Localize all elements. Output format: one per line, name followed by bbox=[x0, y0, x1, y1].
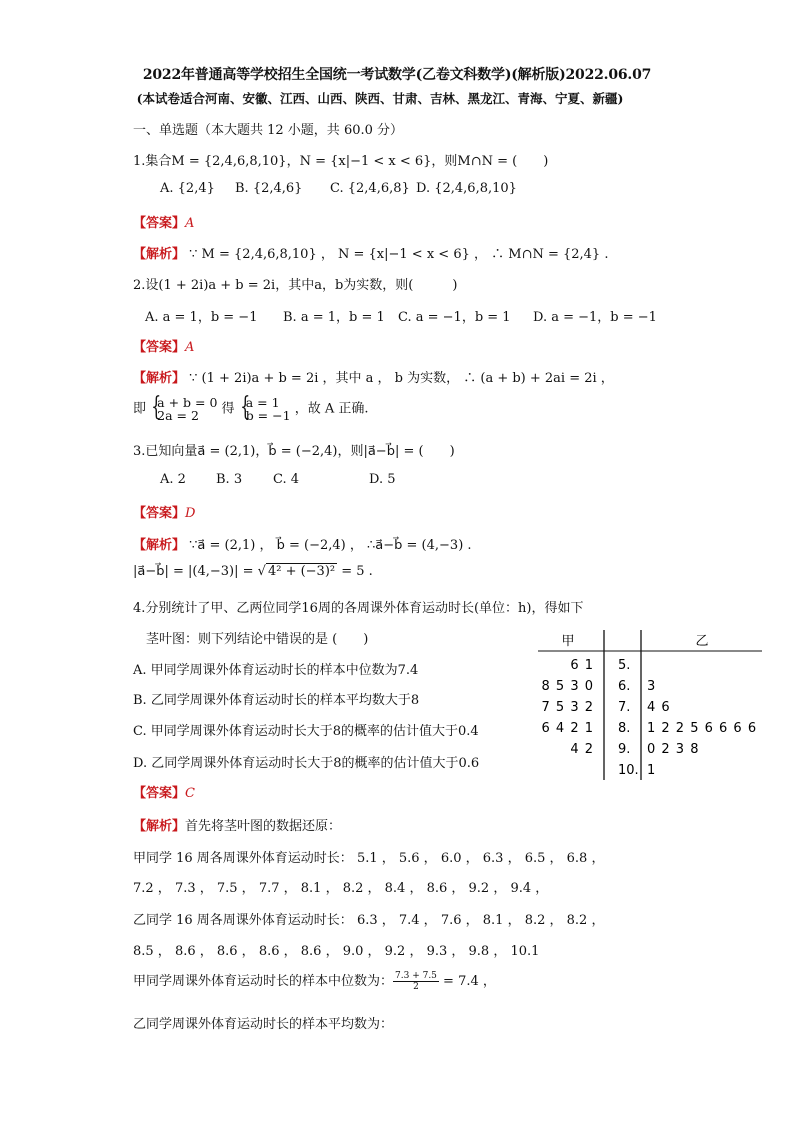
q1-option-b: B. {2,4,6} bbox=[235, 181, 303, 196]
q4-yi-line1: 乙同学 16 周各周课外体育运动时长： 6.3 ， 7.4 ， 7.6 ， 8.1 ， 8.2 ， 8.2 ， bbox=[133, 913, 605, 928]
stem-leaf-left-leaves: 7 5 3 2 bbox=[541, 700, 594, 715]
q2-option-b: B. a = 1，b = 1 bbox=[283, 310, 385, 325]
stem-leaf-stem: 6. bbox=[618, 679, 631, 694]
q3-option-d: D. 5 bbox=[369, 472, 396, 487]
section-heading: 一、单选题（本大题共 12 小题，共 60.0 分） bbox=[133, 123, 404, 138]
q4-jia-line1: 甲同学 16 周各周课外体育运动时长： 5.1 ， 5.6 ， 6.0 ， 6.3 ， 6.5 ， 6.8 ， bbox=[133, 851, 605, 866]
stem-leaf-stem: 7. bbox=[618, 700, 631, 715]
q4-median-prefix: 甲同学周课外体育运动时长的样本中位数为： bbox=[133, 974, 394, 989]
q1-option-a: A. {2,4} bbox=[160, 181, 215, 196]
q3-analysis bbox=[133, 534, 472, 553]
analysis-label: 【解析】 bbox=[133, 538, 186, 553]
q3-stem: 3.已知向量a⃗ = (2,1)，b⃗ = (−2,4)，则|a⃗−b⃗| = ( ) bbox=[133, 444, 455, 459]
q4-option-d: D. 乙同学周课外体育运动时长大于8的概率的估计值大于0.6 bbox=[133, 756, 480, 771]
stem-leaf-header-right: 乙 bbox=[695, 634, 709, 649]
q3-options bbox=[160, 472, 396, 487]
stem-leaf-stem: 5. bbox=[618, 658, 631, 673]
q4-median-suffix: = 7.4 ， bbox=[438, 974, 496, 989]
answer-label: 【答案】 bbox=[133, 506, 186, 521]
q4-median-fraction bbox=[393, 971, 439, 992]
stem-leaf-right-leaves: 4 6 bbox=[647, 700, 671, 715]
q3-analysis-text: ∵a⃗ = (2,1) ， b⃗ = (−2,4) ， ∴a⃗−b⃗ = (4,−3) . bbox=[189, 538, 472, 553]
q1-option-c: C. {2,4,6,8} bbox=[330, 181, 410, 196]
page-subtitle: (本试卷适合河南、安徽、江西、山西、陕西、甘肃、吉林、黑龙江、青海、宁夏、新疆) bbox=[136, 91, 624, 106]
q1-analysis-text: ∵ M = {2,4,6,8,10} ， N = {x|−1 < x < 6} ， ∴ M∩N = {2,4} . bbox=[189, 247, 609, 262]
q2-sys2-row2: b = −1 bbox=[245, 408, 291, 423]
answer-label: 【答案】 bbox=[133, 216, 186, 231]
q3-answer bbox=[133, 502, 195, 521]
stem-leaf-stem: 9. bbox=[618, 742, 631, 757]
q4-yi-line2: 8.5 ， 8.6 ， 8.6 ， 8.6 ， 8.6 ， 9.0 ， 9.2 ， 9.3 ， 9.8 ， 10.1 bbox=[133, 944, 540, 959]
q4-option-a: A. 甲同学周课外体育运动时长的样本中位数为7.4 bbox=[133, 663, 419, 678]
q2-option-d: D. a = −1，b = −1 bbox=[533, 310, 657, 325]
q3-answer-value: D bbox=[185, 506, 196, 521]
stem-leaf-left-leaves: 4 2 bbox=[570, 742, 594, 757]
q4-stem-line2: 茎叶图：则下列结论中错误的是 ( ) bbox=[146, 632, 369, 647]
stem-leaf-right-leaves: 0 2 3 8 bbox=[647, 742, 700, 757]
q3-option-c: C. 4 bbox=[273, 472, 300, 487]
stem-leaf-plot bbox=[534, 628, 766, 784]
q1-answer-value: A bbox=[185, 216, 195, 231]
q2-options bbox=[145, 306, 657, 325]
q1-analysis bbox=[133, 243, 608, 262]
q2-sys1-row1: { a + b = 0 bbox=[157, 395, 218, 410]
q4-mean-line: 乙同学周课外体育运动时长的样本平均数为： bbox=[133, 1017, 394, 1032]
stem-leaf-left-leaves: 8 5 3 0 bbox=[541, 679, 594, 694]
q4-analysis bbox=[133, 815, 341, 834]
stem-leaf-stem: 8. bbox=[618, 721, 631, 736]
stem-leaf-left-leaves: 6 4 2 1 bbox=[541, 721, 594, 736]
q1-options bbox=[160, 181, 517, 196]
answer-label: 【答案】 bbox=[133, 786, 186, 801]
q2-system-2 bbox=[239, 396, 291, 422]
stem-leaf-right-leaves: 3 bbox=[647, 679, 657, 694]
q3-calc: |a⃗−b⃗| = |(4,−3)| = √ 4² + (−3)² = 5 . bbox=[133, 564, 373, 579]
q4-analysis-intro: 首先将茎叶图的数据还原： bbox=[185, 819, 342, 834]
q4-median-numerator: 7.3 + 7.5 bbox=[395, 971, 437, 981]
stem-leaf-right-leaves: 1 2 2 5 6 6 6 6 bbox=[647, 721, 758, 736]
q3-calc-prefix: |a⃗−b⃗| = |(4,−3)| = bbox=[133, 564, 258, 579]
q2-solution bbox=[133, 396, 369, 422]
analysis-label: 【解析】 bbox=[133, 247, 186, 262]
q3-calc-suffix: = 5 . bbox=[337, 564, 373, 579]
q4-answer-value: C bbox=[185, 786, 195, 801]
q1-stem: 1.集合M = {2,4,6,8,10}，N = {x|−1 < x < 6}，则M∩N = ( ) bbox=[133, 154, 549, 169]
q2-stem: 2.设(1 + 2i)a + b = 2i，其中a，b为实数，则( ) bbox=[133, 278, 458, 293]
q2-option-c: C. a = −1，b = 1 bbox=[398, 310, 511, 325]
q4-jia-line2: 7.2 ， 7.3 ， 7.5 ， 7.7 ， 8.1 ， 8.2 ， 8.4 ， 8.6 ， 9.2 ， 9.4 ， bbox=[133, 881, 549, 896]
q2-step-prefix: 即 bbox=[133, 401, 147, 417]
stem-leaf-left-leaves: 6 1 bbox=[570, 658, 594, 673]
page-title: 2022年普通高等学校招生全国统一考试数学(乙卷文科数学)(解析版)2022.06.07 bbox=[142, 67, 652, 83]
q4-median-denominator: 2 bbox=[413, 982, 419, 992]
q4-stem-line1: 4.分别统计了甲、乙两位同学16周的各周课外体育运动时长(单位：h)，得如下 bbox=[133, 601, 584, 616]
q2-answer bbox=[133, 336, 194, 355]
q3-calc-root: 4² + (−3)² bbox=[267, 564, 336, 579]
q2-system-1 bbox=[150, 396, 217, 422]
answer-label: 【答案】 bbox=[133, 340, 186, 355]
q4-option-c: C. 甲同学周课外体育运动时长大于8的概率的估计值大于0.4 bbox=[133, 724, 479, 739]
q2-sys2-row1: { a = 1 bbox=[245, 395, 280, 410]
stem-leaf-stem: 10. bbox=[618, 763, 639, 778]
analysis-label: 【解析】 bbox=[133, 371, 186, 386]
q2-step-mid: 得 bbox=[221, 401, 235, 417]
q3-option-b: B. 3 bbox=[216, 472, 243, 487]
q2-step-suffix: ，故 A 正确. bbox=[294, 401, 369, 417]
q3-option-a: A. 2 bbox=[160, 472, 186, 487]
q4-option-b: B. 乙同学周课外体育运动时长的样本平均数大于8 bbox=[133, 693, 420, 708]
analysis-label: 【解析】 bbox=[133, 819, 186, 834]
stem-leaf-right-leaves: 1 bbox=[647, 763, 657, 778]
q2-sys1-row2: 2a = 2 bbox=[157, 408, 199, 423]
q2-analysis bbox=[133, 367, 614, 386]
q1-option-d: D. {2,4,6,8,10} bbox=[416, 181, 517, 196]
stem-leaf-header-left: 甲 bbox=[561, 634, 575, 649]
q2-answer-value: A bbox=[185, 340, 195, 355]
q2-option-a: A. a = 1，b = −1 bbox=[145, 310, 258, 325]
q4-median-line bbox=[133, 970, 496, 992]
q2-analysis-text: ∵ (1 + 2i)a + b = 2i ，其中 a ， b 为实数， ∴ (a + b) + 2ai = 2i ， bbox=[189, 371, 614, 386]
q4-answer bbox=[133, 782, 195, 801]
q1-answer bbox=[133, 212, 194, 231]
stem-leaf-rows bbox=[542, 658, 758, 778]
